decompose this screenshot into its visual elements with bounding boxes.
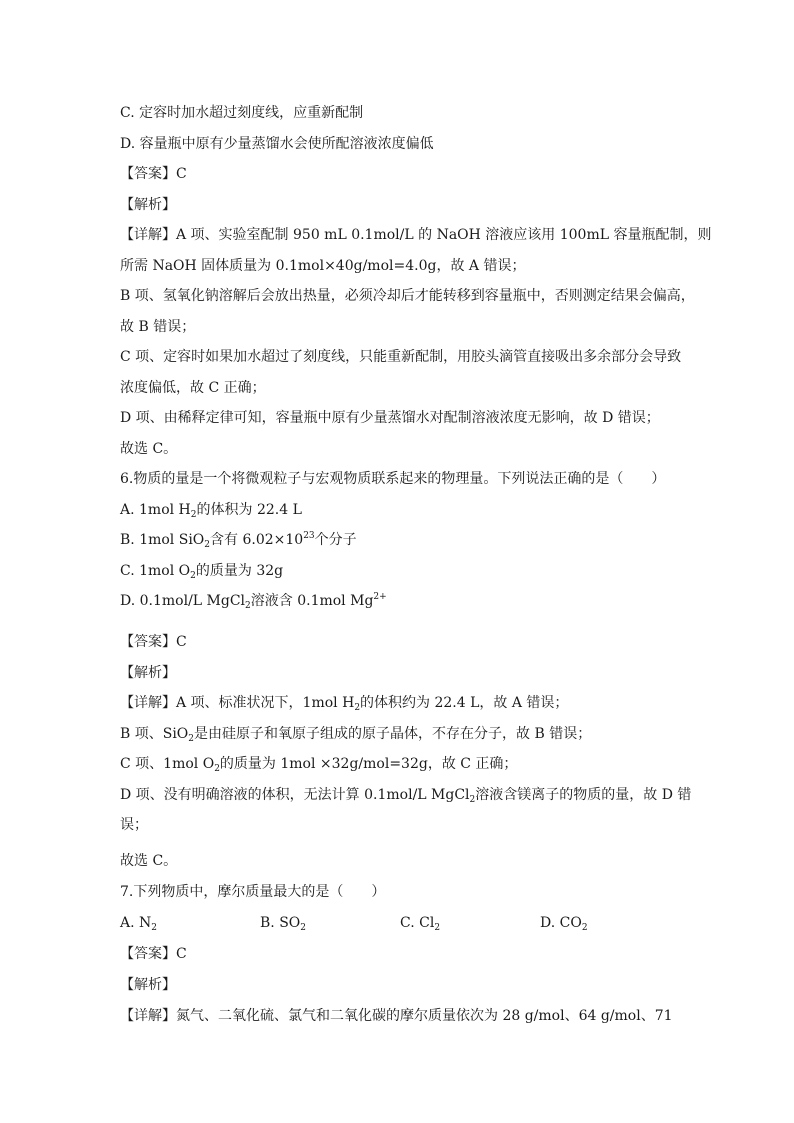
q7-option-d: D. $CO_2$ [540,915,588,933]
q6-detail-line: D 项、没有明确溶液的体积，无法计算 0.1mol/L MgCl$_2$溶液含镁离子的物质的量，故 D 错 [120,787,692,805]
q7-option-c: C. $Cl_2$ [400,915,441,933]
q5-option-d: D. 容量瓶中原有少量蒸馏水会使所配溶液浓度偏低 [120,136,434,152]
q5-detail-line: 所需 NaOH 固体质量为 0.1mol×40g/mol=4.0g，故 A 错误； [120,258,526,274]
q5-detail-line: C 项、定容时如果加水超过了刻度线，只能重新配制，用胶头滴管直接吸出多余部分会导致 [120,349,682,365]
q6-stem: 6.物质的量是一个将微观粒子与宏观物质联系起来的物理量。下列说法正确的是（ ） [120,471,666,487]
q7-options [120,913,680,933]
q6-answer: 【答案】C [120,634,187,650]
q6-conclusion: 故选 C。 [120,853,178,869]
q5-detail-line: 【详解】A 项、实验室配制 950 mL 0.1mol/L 的 NaOH 溶液应该用 100mL 容量瓶配制，则 [120,227,712,243]
q6-option-a: A. 1mol $H_2$的体积为 22.4 L [120,502,302,520]
q5-detail-line: 浓度偏低，故 C 正确； [120,380,266,396]
q6-option-b: B. 1mol SiO$_2$含有 $6.02\times 10^{23}$个分子 [120,531,357,550]
q5-option-c: C. 定容时加水超过刻度线，应重新配制 [120,105,364,121]
q5-conclusion: 故选 C。 [120,441,178,457]
q7-stem: 7.下列物质中，摩尔质量最大的是（ ） [120,884,386,900]
q6-detail-line: 【详解】A 项、标准状况下，1mol $H_2$的体积约为 22.4 L，故 A 错误； [120,695,569,713]
q5-detail-line: D 项、由稀释定律可知，容量瓶中原有少量蒸馏水对配制溶液浓度无影响，故 D 错误； [120,410,660,426]
q5-analysis-heading: 【解析】 [120,197,176,213]
q6-option-c: C. 1mol $O_2$的质量为 32g [120,563,284,581]
q7-answer: 【答案】C [120,946,187,962]
q6-option-d: D. 0.1mol/L MgCl$_2$溶液含 0.1mol $Mg^{2+}$ [120,592,387,611]
q6-detail-line: C 项、1mol $O_2$的质量为 1mol ×32g/mol=32g，故 C 正确； [120,756,518,774]
q6-detail-line: B 项、SiO$_2$是由硅原子和氧原子组成的原子晶体，不存在分子，故 B 错误； [120,726,592,744]
q6-detail-line: 误； [120,817,148,833]
q5-detail-line: 故 B 错误； [120,319,196,335]
q5-detail-line: B 项、氢氧化钠溶解后会放出热量，必须冷却后才能转移到容量瓶中，否则测定结果会偏高， [120,288,695,304]
q7-option-a: A. $N_2$ [120,915,157,933]
q6-analysis-heading: 【解析】 [120,665,176,681]
q7-option-b: B. $SO_2$ [260,915,306,933]
q5-answer: 【答案】C [120,166,187,182]
q7-analysis-heading: 【解析】 [120,977,176,993]
q7-detail-line: 【详解】氮气、二氧化硫、氯气和二氧化碳的摩尔质量依次为 28 g/mol、64 g/mol、71 [120,1008,673,1024]
